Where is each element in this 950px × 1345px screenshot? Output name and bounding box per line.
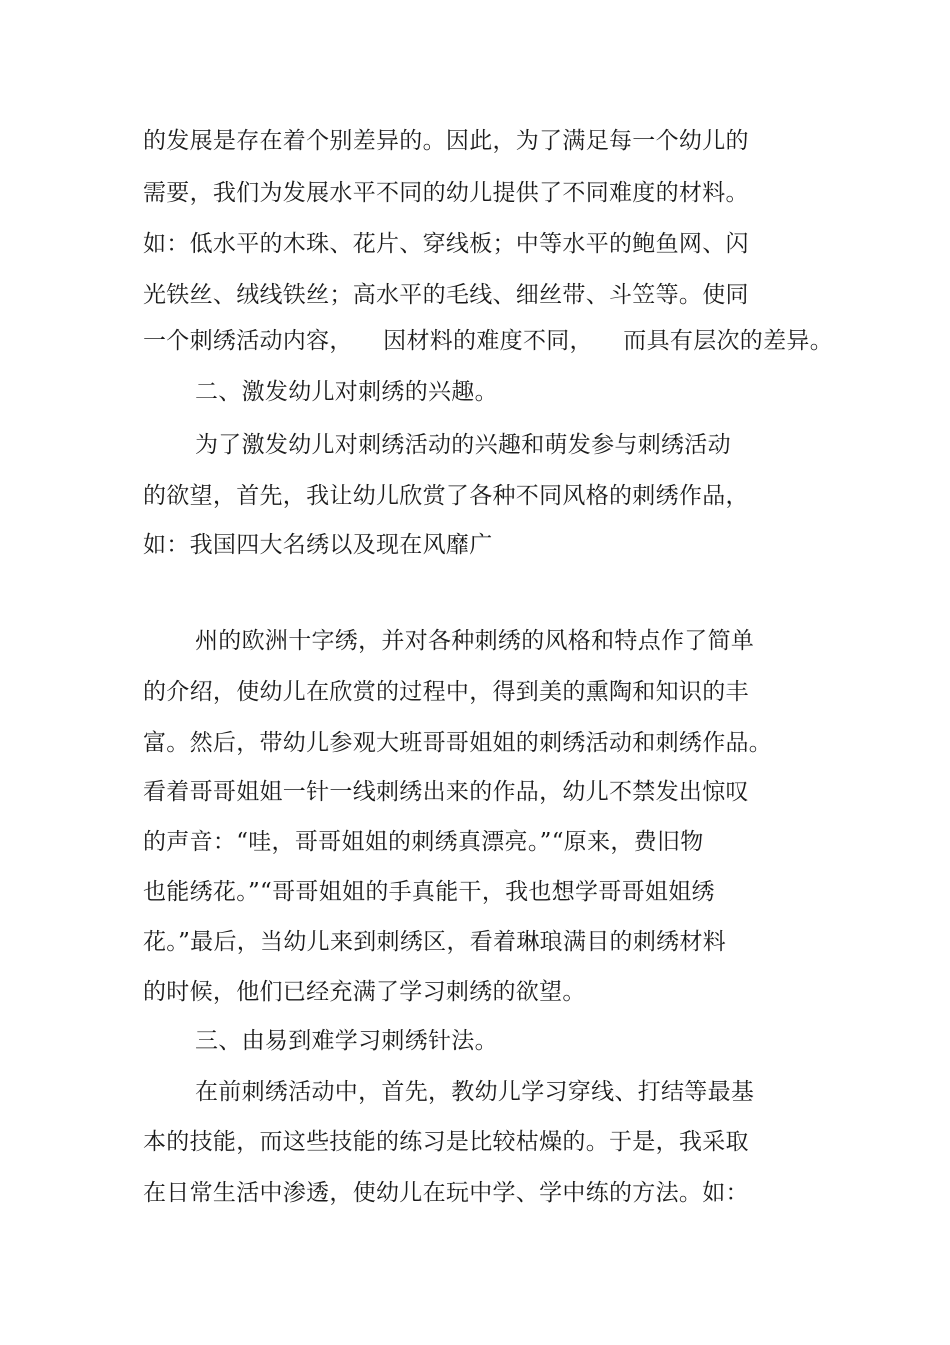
paragraph-line: 的声音：“哇，哥哥姐姐的刺绣真漂亮。”“原来，费旧物 — [143, 829, 704, 855]
section-heading: 二、激发幼儿对刺绣的兴趣。 — [195, 379, 498, 405]
paragraph-line: 本的技能，而这些技能的练习是比较枯燥的。于是，我采取 — [143, 1129, 749, 1155]
paragraph-line: 的介绍，使幼儿在欣赏的过程中，得到美的熏陶和知识的丰 — [143, 679, 749, 705]
paragraph-line: 花。”最后，当幼儿来到刺绣区，看着琳琅满目的刺绣材料 — [143, 929, 727, 955]
paragraph-line: 州的欧洲十字绣，并对各种刺绣的风格和特点作了简单 — [195, 628, 755, 654]
paragraph-line: 富。然后，带幼儿参观大班哥哥姐姐的刺绣活动和刺绣作品。 — [143, 730, 773, 756]
paragraph-line: 如：我国四大名绣以及现在风靡广 — [143, 532, 493, 558]
paragraph-line: 光铁丝、绒线铁丝；高水平的毛线、细丝带、斗笠等。使同 — [143, 282, 749, 308]
section-heading: 三、由易到难学习刺绣针法。 — [195, 1028, 498, 1054]
paragraph-line: 一个刺绣活动内容， 因材料的难度不同， 而具有层次的差异。 — [143, 328, 833, 354]
paragraph-line: 为了激发幼儿对刺绣活动的兴趣和萌发参与刺绣活动 — [195, 432, 731, 458]
paragraph-line: 的发展是存在着个别差异的。因此，为了满足每一个幼儿的 — [143, 128, 749, 154]
paragraph-line: 如：低水平的木珠、花片、穿线板；中等水平的鲍鱼网、闪 — [143, 231, 749, 257]
paragraph-line: 需要，我们为发展水平不同的幼儿提供了不同难度的材料。 — [143, 180, 749, 206]
paragraph-line: 的时候，他们已经充满了学习刺绣的欲望。 — [143, 979, 586, 1005]
paragraph-line: 在日常生活中渗透，使幼儿在玩中学、学中练的方法。如： — [143, 1180, 749, 1206]
paragraph-line: 在前刺绣活动中，首先，教幼儿学习穿线、打结等最基 — [195, 1079, 755, 1105]
paragraph-line: 看着哥哥姐姐一针一线刺绣出来的作品，幼儿不禁发出惊叹 — [143, 779, 749, 805]
paragraph-line: 也能绣花。”“哥哥姐姐的手真能干，我也想学哥哥姐姐绣 — [143, 879, 715, 905]
paragraph-line: 的欲望，首先，我让幼儿欣赏了各种不同风格的刺绣作品， — [143, 483, 749, 509]
